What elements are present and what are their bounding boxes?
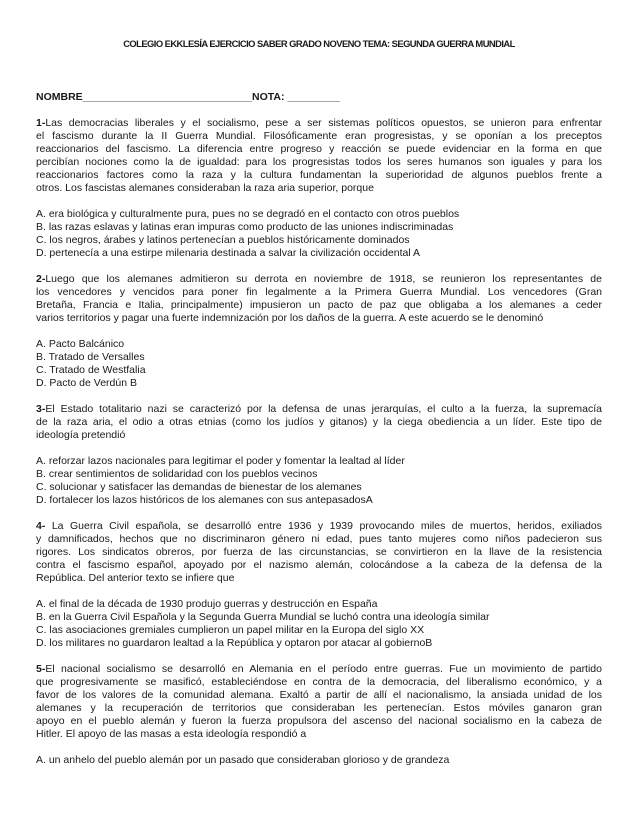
q2-option-c: C. Tratado de Westfalia xyxy=(36,364,146,376)
q5-line-1: 5-El nacional socialismo se desarrolló en Alemania en el período entre guerras. Fue un movimiento de partido xyxy=(36,663,602,675)
q5-line-3: favor de los valores de la comunidad alemana. Exaltó a partir de allí el nacionalismo, la ansiada unidad de los xyxy=(36,689,602,701)
q2-option-d: D. Pacto de Verdún B xyxy=(36,377,137,389)
q3-line-1: 3-El Estado totalitario nazi se caracterizó por la defensa de unas jerarquías, el culto a la fuerza, la supremacía xyxy=(36,403,602,415)
q2-line-1: 2-Luego que los alemanes admitieron su derrota en noviembre de 1918, se reunieron los representantes de xyxy=(36,273,602,285)
q1-option-b: B. las razas eslavas y latinas eran impuras como producto de las uniones indiscriminadas xyxy=(36,221,454,233)
q4-option-a: A. el final de la década de 1930 produjo guerras y destrucción en España xyxy=(36,598,378,610)
q5-line-4: alemanes y la recuperación de territorios que consideraban les pertenecían. Estos móviles ganaron gran xyxy=(36,702,602,714)
q1-line-4: percibían nociones como la de igualdad: para los progresistas todos los seres humanos son iguales y para los xyxy=(36,156,602,168)
q4-line-4: contra el fascismo español, apoyado por el nazismo alemán, colocándose a la cabeza de la defensa de la xyxy=(36,559,602,571)
q1-line-1: 1-Las democracias liberales y el socialismo, pese a ser sistemas políticos opuestos, se unieron para enfrentar xyxy=(36,117,602,129)
q2-line-3: Bretaña, Francia e Italia, principalmente) impusieron un pacto de paz que obligaba a los alemanes a ceder xyxy=(36,299,602,311)
q4-line-2: y damnificados, hechos que no discriminaron género ni edad, pues tanto mujeres como niños padecieron sus xyxy=(36,533,602,545)
q3-option-c: C. solucionar y satisfacer las demandas de bienestar de los alemanes xyxy=(36,481,362,493)
q2-line-4: varios territorios y pagar una fuerte indemnización por los daños de la guerra. A este acuerdo se le denominó xyxy=(36,312,544,324)
q5-line-6: Hitler. El apoyo de las masas a esta ideología respondió a xyxy=(36,728,307,740)
q2-number: 2- xyxy=(36,273,46,285)
q3-number: 3- xyxy=(36,403,46,415)
q3-line-2: de la raza aria, el odio a otras etnias (como los judíos y gitanos) y la ciega obediencia a un líder. Este tipo de xyxy=(36,416,602,428)
q1-number: 1- xyxy=(36,117,46,129)
q3-option-a: A. reforzar lazos nacionales para legitimar el poder y fomentar la lealtad al líder xyxy=(36,455,405,467)
q2-option-b: B. Tratado de Versalles xyxy=(36,351,145,363)
q1-line-2: el fascismo durante la II Guerra Mundial. Filosóficamente eran progresistas, y se oponían a los preceptos xyxy=(36,130,602,142)
q1-option-a: A. era biológica y culturalmente pura, pues no se degradó en el contacto con otros pueblos xyxy=(36,208,460,220)
q1-line-5: reaccionarios factores como la raza y la cultura fundamentan la superioridad de algunos pueblos frente a xyxy=(36,169,602,181)
name-grade-line: NOMBRE_____________________________NOTA: _________ xyxy=(36,91,340,103)
q1-option-d: D. pertenecía a una estirpe milenaria destinada a salvar la civilización occidental A xyxy=(36,247,421,259)
q1-line-6: otros. Los fascistas alemanes consideraban la raza aria superior, porque xyxy=(36,182,374,194)
q3-option-d: D. fortalecer los lazos históricos de los alemanes con sus antepasadosA xyxy=(36,494,373,506)
q4-line-3: rigores. Los sindicatos obreros, por fuerza de las circunstancias, se convirtieron en la llave de la resistencia xyxy=(36,546,602,558)
q2-option-a: A. Pacto Balcánico xyxy=(36,338,125,350)
q5-line-2: que progresivamente se masificó, estableciéndose en contra de la democracia, del liberalismo económico, y a xyxy=(36,676,602,688)
q5-number: 5- xyxy=(36,663,46,675)
q1-option-c: C. los negros, árabes y latinos pertenecían a pueblos históricamente dominados xyxy=(36,234,410,246)
q5-option-a: A. un anhelo del pueblo alemán por un pasado que consideraban glorioso y de grandeza xyxy=(36,754,450,766)
q4-number: 4- xyxy=(36,520,46,532)
q4-option-d: D. los militares no guardaron lealtad a la República y optaron por atacar al gobiernoB xyxy=(36,637,433,649)
q3-line-3: ideología pretendió xyxy=(36,429,126,441)
q4-option-b: B. en la Guerra Civil Española y la Segunda Guerra Mundial se luchó contra una ideología similar xyxy=(36,611,490,623)
q4-option-c: C. las asociaciones gremiales cumplieron un papel militar en la Europa del siglo XX xyxy=(36,624,425,636)
q4-line-5: República. Del anterior texto se infiere que xyxy=(36,572,235,584)
q3-option-b: B. crear sentimientos de solidaridad con los pueblos vecinos xyxy=(36,468,318,480)
worksheet-title: COLEGIO EKKLESÍA EJERCICIO SABER GRADO NOVENO TEMA: SEGUNDA GUERRA MUNDIAL xyxy=(123,38,515,49)
q5-line-5: apoyo en el pueblo alemán y fueron la fuerza propulsora del ascenso del nacional socialismo en la cabeza de xyxy=(36,715,602,727)
q4-line-1: 4- La Guerra Civil española, se desarrolló entre 1936 y 1939 provocando miles de muertos, heridos, exiliados xyxy=(36,520,602,532)
q1-line-3: reaccionarios del fascismo. La diferencia entre progreso y reacción se puede evidenciar en la forma en que xyxy=(36,143,602,155)
q2-line-2: los vencedores y vencidos para poner fin legalmente a la Primera Guerra Mundial. Los vencedores (Gran xyxy=(36,286,602,298)
